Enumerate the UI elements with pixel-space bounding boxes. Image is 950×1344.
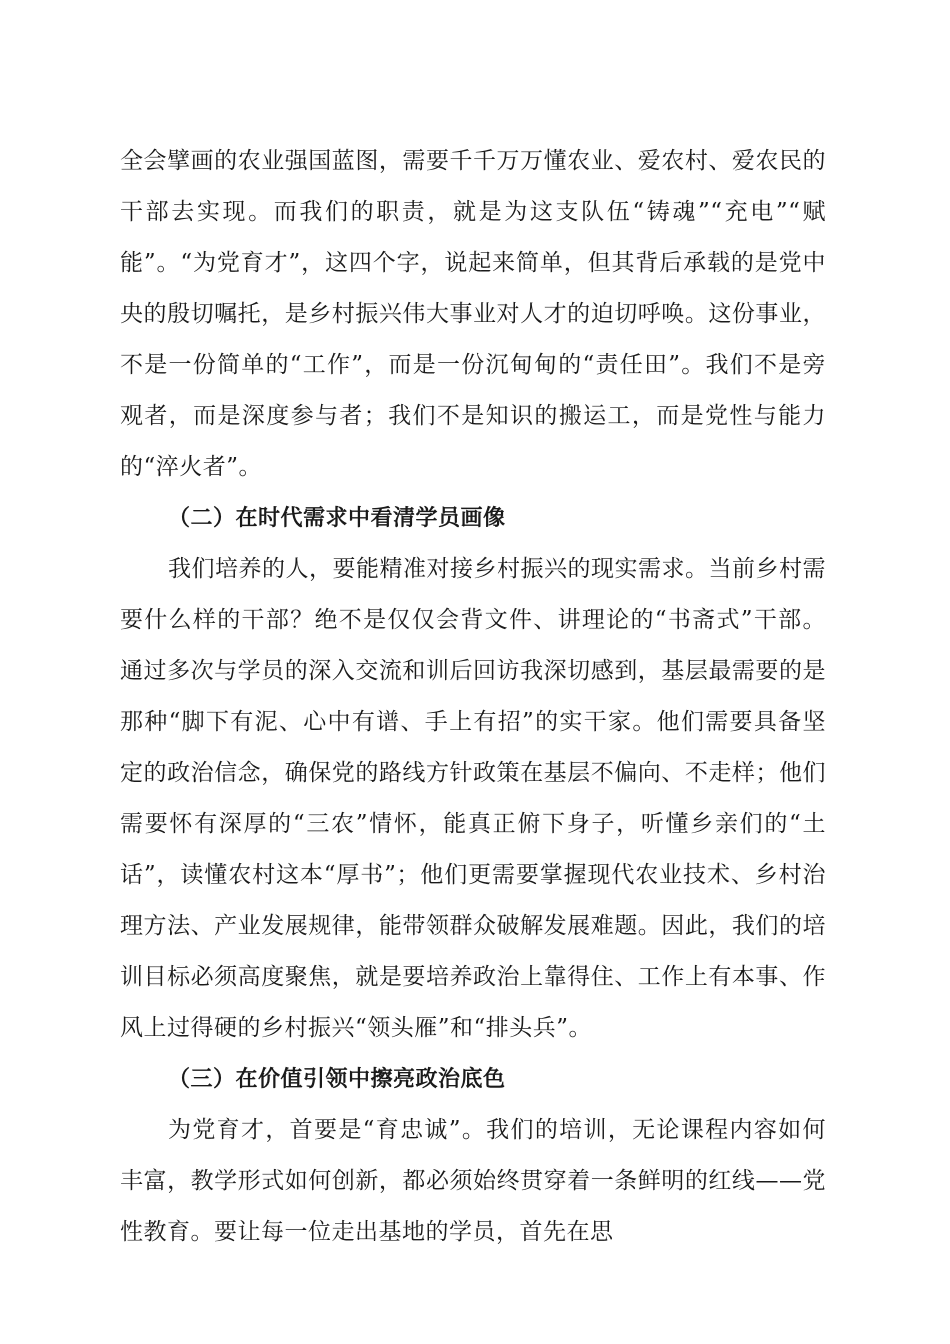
section-heading-3: （三）在价值引领中擦亮政治底色 — [168, 1067, 506, 1092]
body-paragraph-3: 为党育才，首要是“育忠诚”。我们的培训，无论课程内容如何丰富，教学形式如何创新，都必须始终贯穿着一条鲜明的红线——党性教育。要让每一位走出基地的学员，首先在思 — [120, 1117, 826, 1245]
body-paragraph-1: 全会擘画的农业强国蓝图，需要千千万万懂农业、爱农村、爱农民的干部去实现。而我们的职责，就是为这支队伍“铸魂”“充电”“赋能”。“为党育才”，这四个字，说起来简单，但其背后承载的是党中央的殷切嘱托，是乡村振兴伟大事业对人才的迫切呼唤。这份事业，不是一份简单的“工作”，而是一份沉甸甸的“责任田”。我们不是旁观者，而是深度参与者；我们不是知识的搬运工，而是党性与能力的“淬火者”。 — [120, 148, 826, 480]
body-paragraph-2: 我们培养的人，要能精准对接乡村振兴的现实需求。当前乡村需要什么样的干部？绝不是仅仅会背文件、讲理论的“书斋式”干部。通过多次与学员的深入交流和训后回访我深切感到，基层最需要的是那种“脚下有泥、心中有谱、手上有招”的实干家。他们需要具备坚定的政治信念，确保党的路线方针政策在基层不偏向、不走样；他们需要怀有深厚的“三农”情怀，能真正俯下身子，听懂乡亲们的“土话”，读懂农村这本“厚书”；他们更需要掌握现代农业技术、乡村治理方法、产业发展规律，能带领群众破解发展难题。因此，我们的培训目标必须高度聚焦，就是要培养政治上靠得住、工作上有本事、作风上过得硬的乡村振兴“领头雁”和“排头兵”。 — [120, 556, 826, 1041]
section-heading-2: （二）在时代需求中看清学员画像 — [168, 506, 506, 531]
